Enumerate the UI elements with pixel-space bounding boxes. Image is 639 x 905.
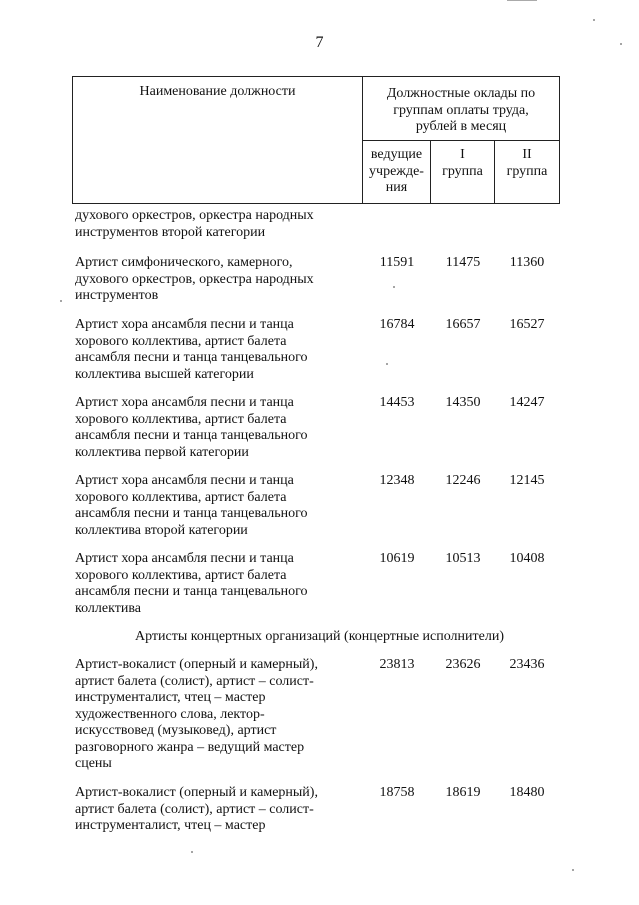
table-top-border <box>72 76 560 77</box>
value-leading: 18758 <box>379 785 415 800</box>
header-salary-group: Должностные оклады по группам оплаты труда, рублей в месяц <box>386 86 536 134</box>
value-leading: 10619 <box>379 551 415 566</box>
value-group-1: 16657 <box>445 317 481 332</box>
scan-speck <box>620 43 622 45</box>
table-row-text: Артист симфонического, камерного, духового оркестров, оркестра народных инструментов <box>75 255 314 303</box>
table-row-text: Артист хора ансамбля песни и танца хорового коллектива, артист балета ансамбля песни и танца танцевального коллектива высшей категории <box>75 317 308 382</box>
table-row-text: Артист-вокалист (оперный и камерный), артист балета (солист), артист – солист- инструменталист, чтец – мастер художественного слова, лектор- искусствовед (музыковед), артист разговорного жанра – ведущий мастер сцены <box>75 657 318 771</box>
value-group-1: 12246 <box>445 473 481 488</box>
table-row-text: Артист хора ансамбля песни и танца хорового коллектива, артист балета ансамбля песни и танца танцевального коллектива первой категории <box>75 395 308 460</box>
value-group-2: 18480 <box>509 785 545 800</box>
table-right-border <box>559 76 560 203</box>
scan-speck <box>572 869 574 871</box>
scan-mark <box>507 0 537 1</box>
header-mid-border <box>362 140 560 141</box>
header-bottom-border <box>72 203 560 204</box>
value-group-1: 23626 <box>445 657 481 672</box>
value-group-2: 10408 <box>509 551 545 566</box>
value-group-2: 16527 <box>509 317 545 332</box>
value-leading: 23813 <box>379 657 415 672</box>
value-group-1: 18619 <box>445 785 481 800</box>
value-group-2: 23436 <box>509 657 545 672</box>
table-row-text: Артист-вокалист (оперный и камерный), артист балета (солист), артист – солист- инструменталист, чтец – мастер <box>75 785 318 833</box>
table-row-text: духового оркестров, оркестра народных инструментов второй категории <box>75 208 314 240</box>
value-leading: 12348 <box>379 473 415 488</box>
value-group-2: 12145 <box>509 473 545 488</box>
value-group-1: 11475 <box>445 255 481 270</box>
section-title: Артисты концертных организаций (концертные исполнители) <box>134 629 504 644</box>
scan-speck <box>393 286 395 288</box>
value-group-1: 10513 <box>445 551 481 566</box>
scan-speck <box>191 851 193 853</box>
value-group-2: 11360 <box>509 255 545 270</box>
table-row-text: Артист хора ансамбля песни и танца хорового коллектива, артист балета ансамбля песни и танца танцевального коллектива второй категории <box>75 473 308 538</box>
scan-speck <box>60 300 62 302</box>
page-number: 7 <box>315 34 324 51</box>
value-leading: 14453 <box>379 395 415 410</box>
value-leading: 16784 <box>379 317 415 332</box>
value-group-1: 14350 <box>445 395 481 410</box>
scan-speck <box>386 363 388 365</box>
scan-speck <box>593 19 595 21</box>
value-group-2: 14247 <box>509 395 545 410</box>
header-col-group-2: II группа <box>506 147 548 179</box>
header-col-group-1: I группа <box>442 147 483 179</box>
value-leading: 11591 <box>379 255 415 270</box>
header-position: Наименование должности <box>139 84 296 99</box>
header-col-leading: ведущие учрежде- ния <box>369 147 424 195</box>
table-row-text: Артист хора ансамбля песни и танца хорового коллектива, артист балета ансамбля песни и танца танцевального коллектива <box>75 551 308 616</box>
